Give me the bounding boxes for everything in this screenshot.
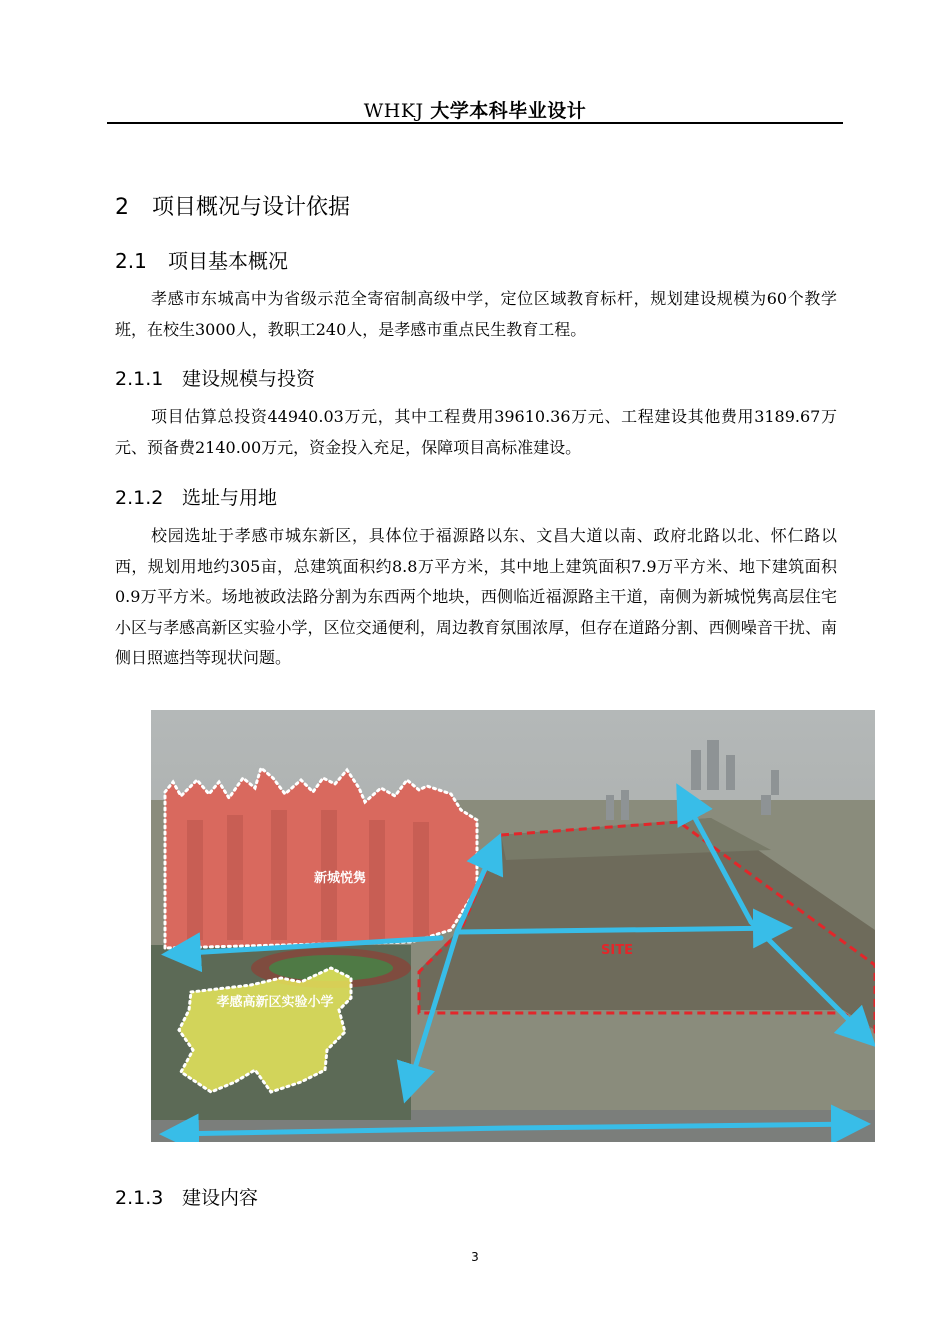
- section-2-1-number: 2.1: [115, 249, 147, 273]
- section-2-1-2-title: 选址与用地: [182, 487, 278, 509]
- residential-label: 新城悦隽: [313, 871, 367, 886]
- header-latin: WHKJ: [363, 100, 424, 122]
- section-2-1-2-number: 2.1.2: [115, 487, 164, 509]
- section-2-1-3-number: 2.1.3: [115, 1187, 164, 1209]
- header-rule: [107, 122, 843, 124]
- chapter-number: 2: [115, 195, 129, 220]
- site-label: SITE: [601, 943, 633, 958]
- chapter-title: 项目概况与设计依据: [152, 195, 351, 220]
- section-2-1-1-paragraph: 项目估算总投资44940.03万元，其中工程费用39610.36万元、工程建设其他费用3189.67万元、预备费2140.00万元，资金投入充足，保障项目高标准建设。: [115, 407, 837, 457]
- section-2-1-3-title: 建设内容: [182, 1187, 259, 1209]
- section-2-1-1-heading: [115, 364, 315, 391]
- section-2-1-heading: [115, 245, 288, 274]
- chapter-heading: [115, 190, 350, 221]
- page-header: [0, 96, 950, 123]
- section-2-1-3-heading: [115, 1183, 258, 1210]
- section-2-1-title: 项目基本概况: [168, 249, 288, 273]
- section-2-1-1-number: 2.1.1: [115, 368, 164, 390]
- section-2-1-1-title: 建设规模与投资: [182, 368, 316, 390]
- section-2-1-paragraph: 孝感市东城高中为省级示范全寄宿制高级中学，定位区域教育标杆，规划建设规模为60个教学班，在校生3000人，教职工240人，是孝感市重点民生教育工程。: [115, 289, 837, 339]
- section-2-1-2-heading: [115, 483, 277, 510]
- site-aerial-photo: [151, 710, 875, 1142]
- page-number: 3: [471, 1250, 479, 1264]
- header-title: 大学本科毕业设计: [430, 100, 587, 122]
- school-label: 孝感高新区实验小学: [216, 995, 334, 1010]
- section-2-1-2-paragraph: 校园选址于孝感市城东新区，具体位于福源路以东、文昌大道以南、政府北路以北、怀仁路以西，规划用地约305亩，总建筑面积约8.8万平方米，其中地上建筑面积7.9万平方米、地下建筑面积0.9万平方米。场地被政法路分割为东西两个地块，西侧临近福源路主干道，南侧为新城悦隽高层住宅小区与孝感高新区实验小学，区位交通便利，周边教育氛围浓厚，但存在道路分割、西侧噪音干扰、南侧日照遮挡等现状问题。: [115, 526, 837, 667]
